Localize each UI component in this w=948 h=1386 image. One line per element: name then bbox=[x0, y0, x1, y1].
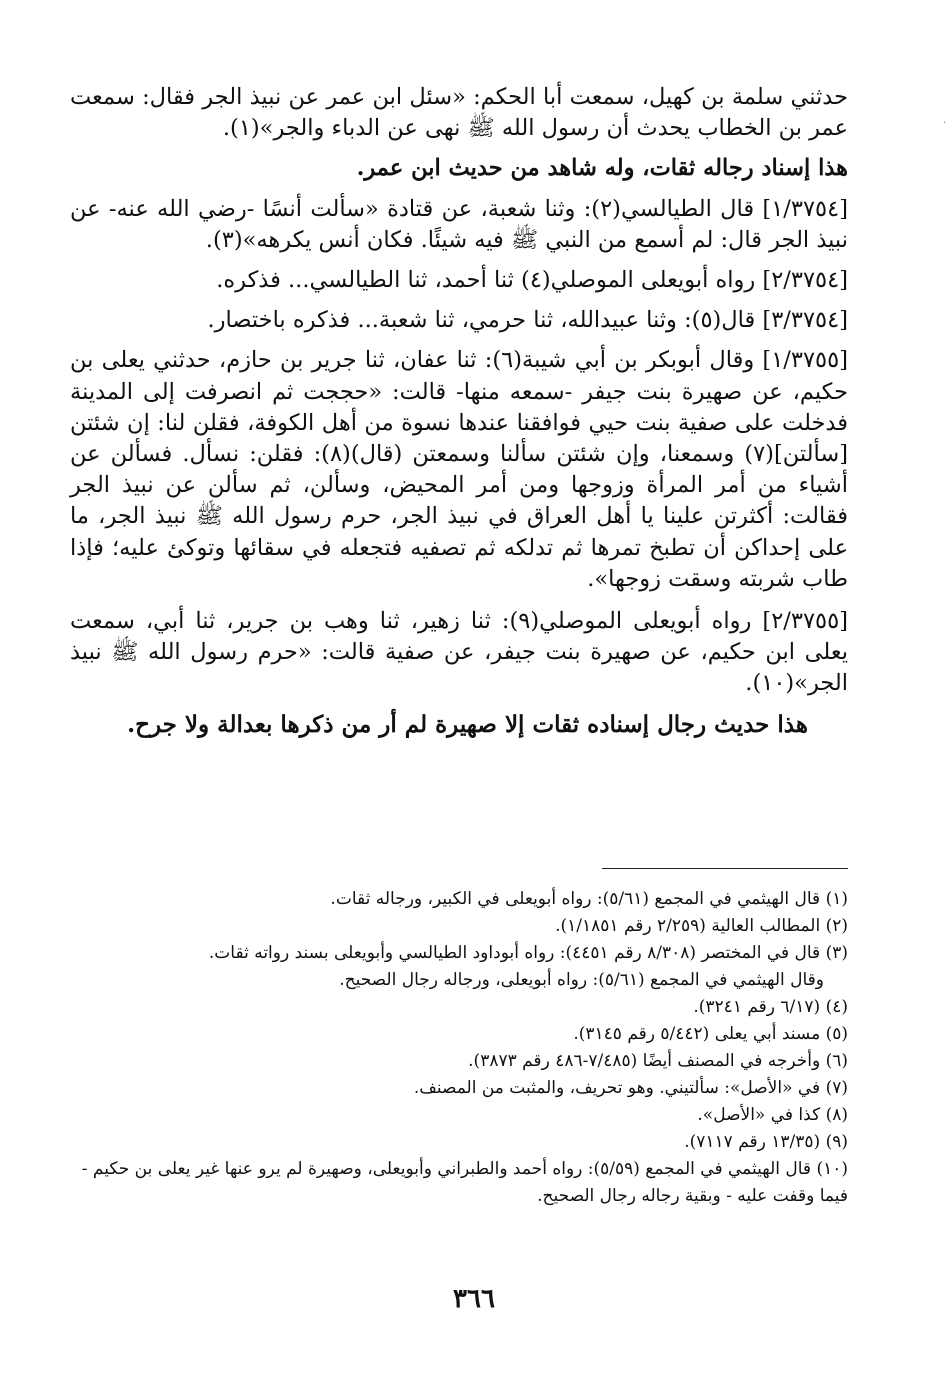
footnote-2: (٢) المطالب العالية (٢/٢٥٩ رقم ١/١٨٥١). bbox=[555, 916, 848, 936]
hadith-3755-2: [٢/٣٧٥٥] رواه أبويعلى الموصلي(٩): ثنا زهير، ثنا وهب بن جرير، ثنا أبي، سمعت يعلى ابن حكيم، عن صهيرة بنت جيفر، عن صفية قالت: «حرم رسول الله ﷺ نبيذ الجر»(١٠). bbox=[70, 608, 848, 697]
footnote-7: (٧) في «الأصل»: سألتيني. وهو تحريف، والمثبت من المصنف. bbox=[413, 1078, 848, 1098]
footnote-8: (٨) كذا في «الأصل». bbox=[697, 1105, 848, 1125]
hadith-3754-3: [٣/٣٧٥٤] قال(٥): وثنا عبيدالله، ثنا حرمي، ثنا شعبة... فذكره باختصار. bbox=[207, 307, 848, 334]
footnote-9: (٩) (١٣/٣٥ رقم ٧١١٧). bbox=[684, 1132, 848, 1152]
footnote-5: (٥) مسند أبي يعلى (٥/٤٤٢ رقم ٣١٤٥). bbox=[573, 1024, 848, 1044]
main-text bbox=[70, 82, 848, 740]
footnote-3: (٣) قال في المختصر (٨/٣٠٨ رقم ٤٤٥١): رواه أبوداود الطيالسي وأبويعلى بسند رواته ثقات. bbox=[208, 943, 848, 963]
chain-assessment: هذا إسناد رجاله ثقات، وله شاهد من حديث ابن عمر. bbox=[356, 155, 848, 182]
footnote-10: (١٠) قال الهيثمي في المجمع (٥/٥٩): رواه أحمد والطبراني وأبويعلى، وصهيرة لم يرو عنها غير يعلى بن حكيم - فيما وقفت عليه - وبقية رجاله رجال الصحيح. bbox=[81, 1159, 848, 1206]
footnote-1: (١) قال الهيثمي في المجمع (٥/٦١): رواه أبويعلى في الكبير، ورجاله ثقات. bbox=[330, 889, 848, 909]
hadith-3754-2: [٢/٣٧٥٤] رواه أبويعلى الموصلي(٤) ثنا أحمد، ثنا الطيالسي... فذكره. bbox=[216, 267, 848, 294]
footnote-6: (٦) وأخرجه في المصنف أيضًا (٧/٤٨٥-٤٨٦ رقم ٣٨٧٣). bbox=[468, 1051, 848, 1071]
footnote-3-continuation: وقال الهيثمي في المجمع (٥/٦١): رواه أبويعلى، ورجاله رجال الصحيح. bbox=[339, 970, 824, 990]
footnotes bbox=[70, 886, 848, 1210]
margin-mark: · bbox=[942, 118, 946, 129]
paragraph-continuation: حدثني سلمة بن كهيل، سمعت أبا الحكم: «سئل ابن عمر عن نبيذ الجر فقال: سمعت عمر بن الخطاب يحدث أن رسول الله ﷺ نهى عن الدباء والجر»(١). bbox=[70, 84, 848, 142]
page-number: ٣٦٦ bbox=[453, 1284, 495, 1314]
hadith-verdict: هذا حديث رجال إسناده ثقات إلا صهيرة لم أر من ذكرها بعدالة ولا جرح. bbox=[127, 710, 808, 738]
footnote-4: (٤) (٦/١٧ رقم ٣٢٤١). bbox=[693, 997, 848, 1017]
footnote-separator bbox=[602, 868, 848, 869]
hadith-3755-1: [١/٣٧٥٥] وقال أبوبكر بن أبي شيبة(٦): ثنا عفان، ثنا جرير بن حازم، حدثني يعلى بن حكيم، عن صهيرة بنت جيفر -سمعه منها- قالت: «حججت ثم انصرفت إلى المدينة فدخلت على صفية بنت حيي فوافقنا عندها نسوة من أهل الكوفة، فقلن لنا: إن شئتن [سألتن](٧) وسمعنا، وإن شئتن سألنا وسمعتن (قال)(٨): فقلن: نسأل. فسألن عن أشياء من أمر المرأة وزوجها ومن أمر المحيض، وسألن، ثم سألن عن نبيذ الجر فقالت: أكثرتن علينا يا أهل العراق في نبيذ الجر، حرم رسول الله ﷺ نبيذ الجر، ما على إحداكن أن تطبخ تمرها ثم تدلكه ثم تصفيه فتجعله في سقائها وتوكئ عليه؛ فإذا طاب شربته وسقت زوجها». bbox=[70, 347, 848, 592]
hadith-3754-1: [١/٣٧٥٤] قال الطيالسي(٢): وثنا شعبة، عن قتادة «سألت أنسًا -رضي الله عنه- عن نبيذ الجر قال: لم أسمع من النبي ﷺ فيه شيئًا. فكان أنس يكرهه»(٣). bbox=[70, 195, 848, 253]
